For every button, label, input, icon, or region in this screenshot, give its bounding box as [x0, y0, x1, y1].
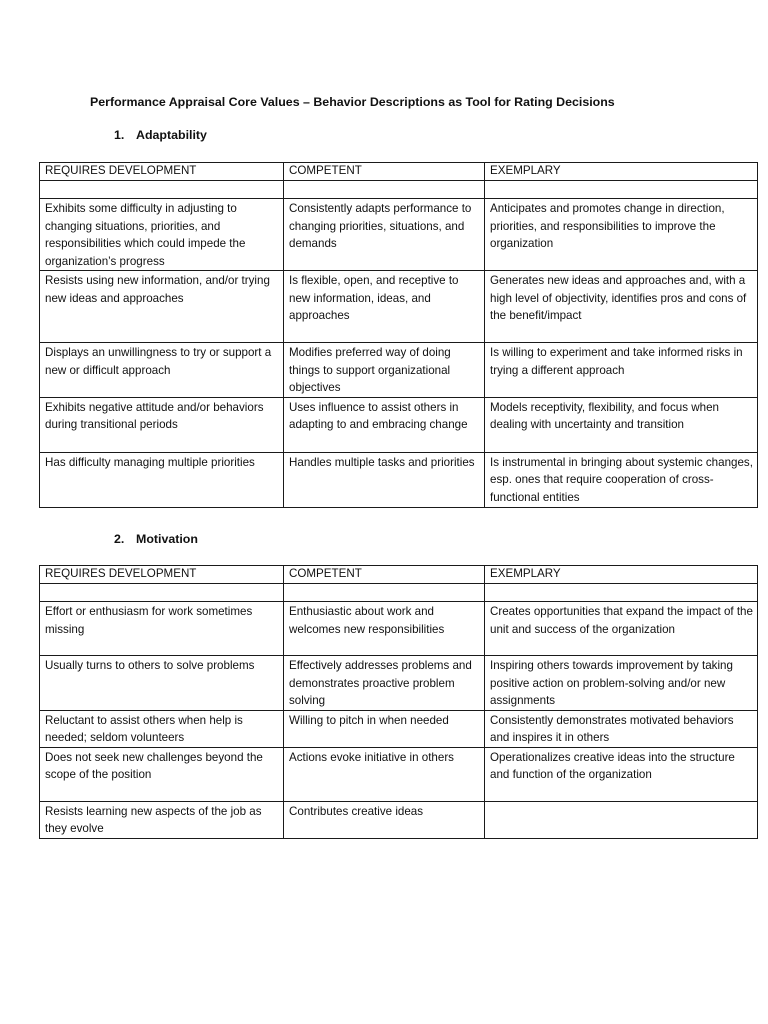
table-row [40, 602, 758, 656]
table-row [40, 801, 758, 838]
empty-row [40, 181, 758, 199]
requires-development-cell: Effort or enthusiasm for work sometimes missing [40, 602, 284, 656]
table-row [40, 343, 758, 398]
table-row [40, 710, 758, 747]
requires-development-cell: Exhibits some difficulty in adjusting to changing situations, priorities, and responsibilities which could impede the organization’s progress [40, 199, 284, 271]
competent-cell: Is flexible, open, and receptive to new information, ideas, and approaches [284, 271, 485, 343]
exemplary-cell: Is instrumental in bringing about systemic changes, esp. ones that require cooperation of cross-functional entities [485, 452, 758, 507]
section-title: Motivation [136, 532, 198, 546]
competent-cell: Contributes creative ideas [284, 801, 485, 838]
requires-development-cell: Displays an unwillingness to try or support a new or difficult approach [40, 343, 284, 398]
empty-cell [485, 181, 758, 199]
adaptability-table [39, 162, 758, 508]
exemplary-cell: Is willing to experiment and take informed risks in trying a different approach [485, 343, 758, 398]
competent-cell: Actions evoke initiative in others [284, 747, 485, 801]
motivation-table [39, 565, 758, 839]
competent-cell: Modifies preferred way of doing things to support organizational objectives [284, 343, 485, 398]
table-row [40, 452, 758, 507]
competent-cell: Consistently adapts performance to changing priorities, situations, and demands [284, 199, 485, 271]
exemplary-cell: Consistently demonstrates motivated behaviors and inspires it in others [485, 710, 758, 747]
table-row [40, 271, 758, 343]
section-number: 1. [114, 128, 125, 142]
document-title: Performance Appraisal Core Values – Behavior Descriptions as Tool for Rating Decisions [90, 95, 615, 109]
requires-development-cell: Resists learning new aspects of the job as they evolve [40, 801, 284, 838]
exemplary-cell: Anticipates and promotes change in direction, priorities, and responsibilities to improve the organization [485, 199, 758, 271]
empty-cell [284, 584, 485, 602]
table-header-row [40, 566, 758, 584]
header-competent: COMPETENT [284, 163, 485, 181]
requires-development-cell: Resists using new information, and/or trying new ideas and approaches [40, 271, 284, 343]
exemplary-cell: Inspiring others towards improvement by taking positive action on problem-solving and/or new assignments [485, 656, 758, 711]
competent-cell: Effectively addresses problems and demonstrates proactive problem solving [284, 656, 485, 711]
requires-development-cell: Usually turns to others to solve problems [40, 656, 284, 711]
exemplary-cell: Operationalizes creative ideas into the structure and function of the organization [485, 747, 758, 801]
requires-development-cell: Does not seek new challenges beyond the scope of the position [40, 747, 284, 801]
table-row [40, 199, 758, 271]
header-requires-development: REQUIRES DEVELOPMENT [40, 566, 284, 584]
exemplary-cell: Generates new ideas and approaches and, with a high level of objectivity, identifies pros and cons of the benefit/impact [485, 271, 758, 343]
competent-cell: Enthusiastic about work and welcomes new responsibilities [284, 602, 485, 656]
section-number: 2. [114, 532, 125, 546]
empty-row [40, 584, 758, 602]
header-requires-development: REQUIRES DEVELOPMENT [40, 163, 284, 181]
empty-cell [485, 584, 758, 602]
requires-development-cell: Has difficulty managing multiple priorities [40, 452, 284, 507]
table-row [40, 656, 758, 711]
exemplary-cell: Models receptivity, flexibility, and focus when dealing with uncertainty and transition [485, 397, 758, 452]
empty-cell [284, 181, 485, 199]
exemplary-cell: Creates opportunities that expand the impact of the unit and success of the organization [485, 602, 758, 656]
empty-cell [40, 584, 284, 602]
section-heading-motivation [114, 532, 198, 546]
header-competent: COMPETENT [284, 566, 485, 584]
table-row [40, 747, 758, 801]
competent-cell: Uses influence to assist others in adapting to and embracing change [284, 397, 485, 452]
requires-development-cell: Reluctant to assist others when help is needed; seldom volunteers [40, 710, 284, 747]
table-header-row [40, 163, 758, 181]
exemplary-cell [485, 801, 758, 838]
header-exemplary: EXEMPLARY [485, 163, 758, 181]
competent-cell: Willing to pitch in when needed [284, 710, 485, 747]
empty-cell [40, 181, 284, 199]
section-title: Adaptability [136, 128, 207, 142]
table-row [40, 397, 758, 452]
header-exemplary: EXEMPLARY [485, 566, 758, 584]
requires-development-cell: Exhibits negative attitude and/or behaviors during transitional periods [40, 397, 284, 452]
competent-cell: Handles multiple tasks and priorities [284, 452, 485, 507]
section-heading-adaptability [114, 128, 207, 142]
